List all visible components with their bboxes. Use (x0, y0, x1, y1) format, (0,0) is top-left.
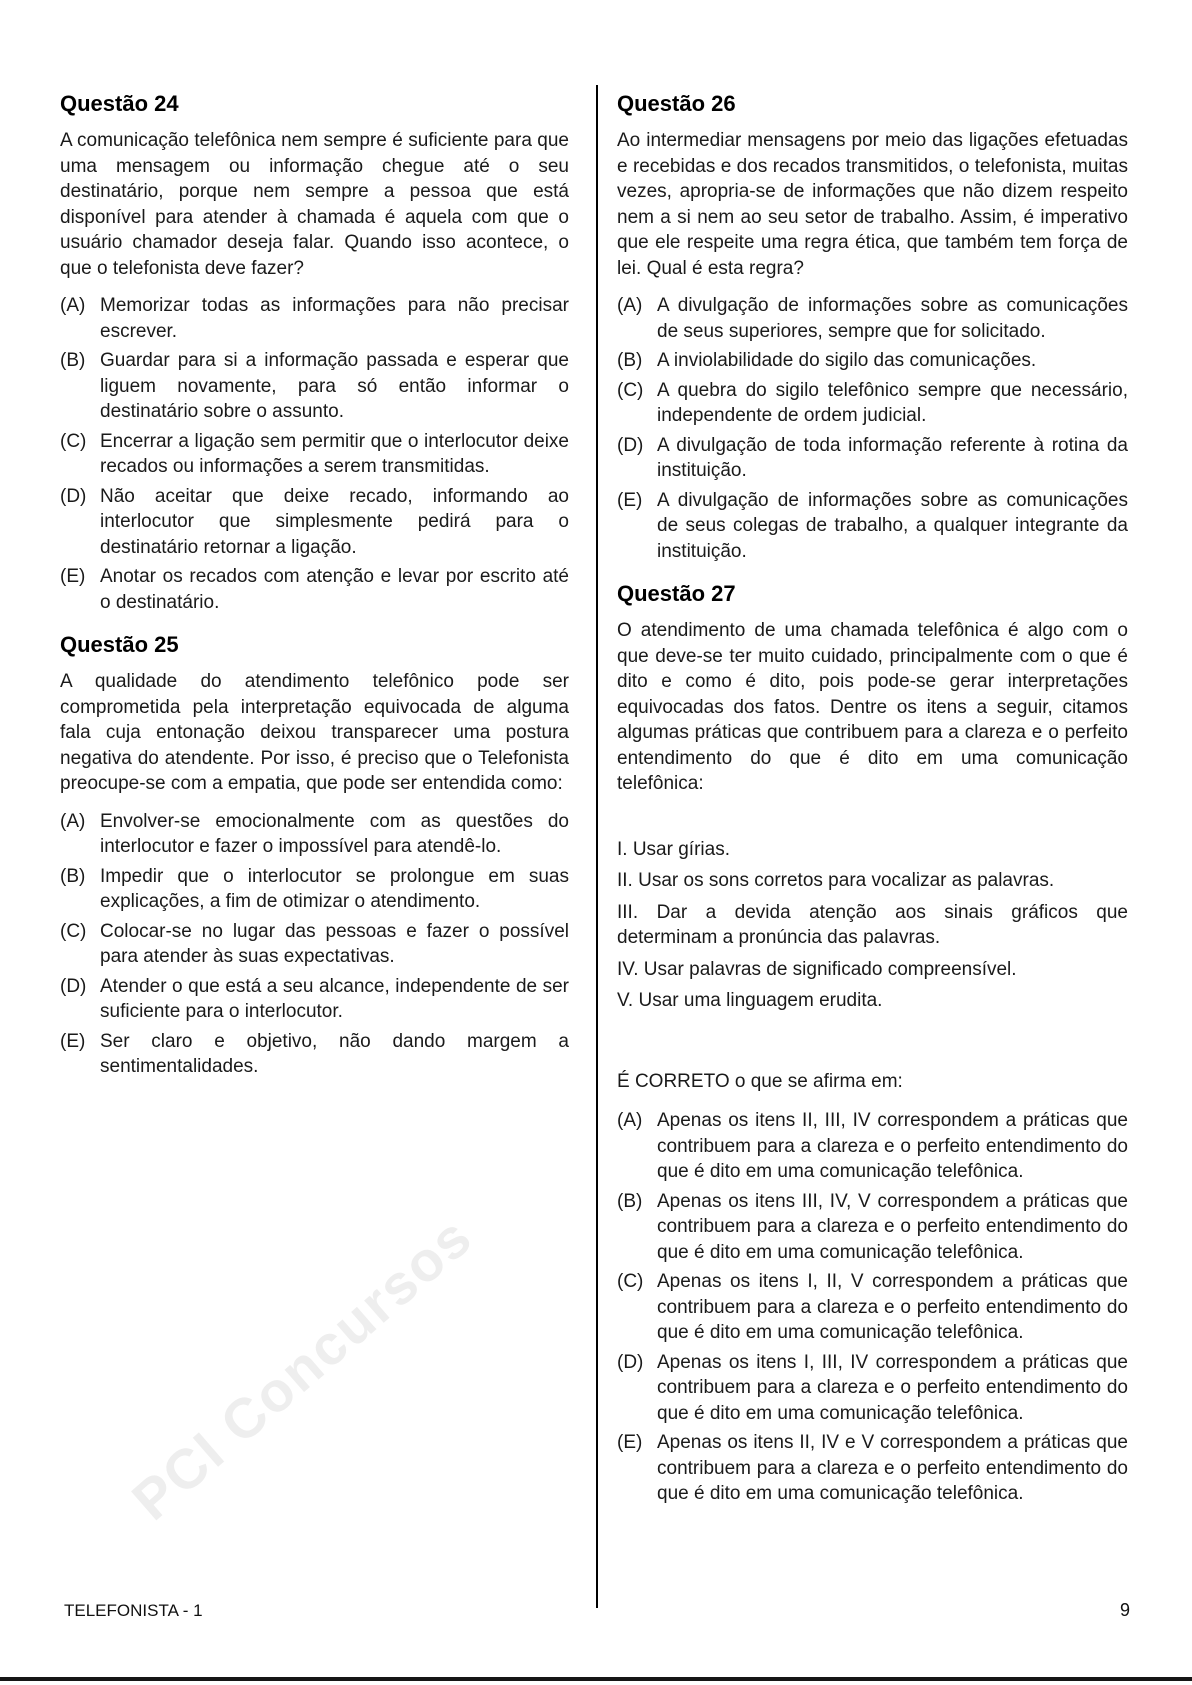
option-text: A inviolabilidade do sigilo das comunicações. (657, 350, 1037, 371)
option-letter: (A) (617, 295, 643, 316)
option-row (617, 1189, 1128, 1266)
page-number: 9 (1119, 1600, 1130, 1620)
option-letter: (E) (60, 1030, 86, 1052)
option-text: A divulgação de informações sobre as comunicações de seus colegas de trabalho, a qualquer integrante da instituição. (657, 489, 1128, 562)
option-text: Não aceitar que deixe recado, informando ao interlocutor que simplesmente pedirá para o destinatário retornar a ligação. (100, 485, 569, 558)
option-text: Apenas os itens II, IV e V correspondem a práticas que contribuem para a clareza e o perfeito entendimento do que é dito em uma comunicação telefônica. (657, 1432, 1128, 1504)
option-letter: (C) (617, 379, 644, 401)
option-row (60, 564, 569, 615)
option-row (60, 429, 569, 480)
watermark: PCI Concursos (120, 1204, 484, 1532)
question-24 (60, 92, 569, 615)
question-heading: Questão 27 (617, 581, 736, 606)
bottom-scan-line (0, 1677, 1192, 1681)
option-letter: (E) (60, 566, 86, 587)
item-row: IV. Usar palavras de significado compreensível. (617, 958, 1017, 980)
option-row (617, 1269, 1128, 1346)
option-row (60, 293, 569, 344)
question-intro: A comunicação telefônica nem sempre é suficiente para que uma mensagem ou informação chegue até o seu destinatário, porque nem sempre a pessoa que está disponível para atender à chamada é aquela com que o usuário chamador deseja falar. Quando isso acontece, o que o telefonista deve fazer? (60, 130, 569, 279)
option-row (60, 1029, 569, 1080)
option-letter: (A) (617, 1110, 643, 1131)
item-row: II. Usar os sons corretos para vocalizar as palavras. (617, 870, 1055, 891)
option-row (60, 974, 569, 1025)
option-row (60, 484, 569, 561)
option-row (617, 348, 1128, 374)
item-row: I. Usar gírias. (617, 838, 730, 860)
option-letter: (C) (617, 1271, 644, 1292)
right-column (617, 78, 1128, 1511)
option-letter: (E) (617, 1432, 643, 1453)
options-list (60, 293, 569, 615)
item-row: III. Dar a devida atenção aos sinais gráficos que determinam a pronúncia das palavras. (617, 901, 1128, 948)
option-row (60, 919, 569, 970)
option-letter: (A) (60, 295, 86, 316)
option-letter: (D) (617, 1351, 644, 1373)
option-letter: (D) (60, 485, 87, 507)
option-letter: (D) (617, 434, 644, 456)
option-text: A quebra do sigilo telefônico sempre que necessário, independente de ordem judicial. (657, 379, 1128, 426)
items-list (617, 837, 1128, 1014)
option-text: Apenas os itens III, IV, V correspondem a práticas que contribuem para a clareza e o perfeito entendimento do que é dito em uma comunicação telefônica. (657, 1190, 1128, 1263)
option-text: Envolver-se emocionalmente com as questões do interlocutor e fazer o impossível para atendê-lo. (100, 810, 569, 857)
option-letter: (A) (60, 810, 86, 832)
option-letter: (E) (617, 489, 643, 511)
footer-exam-label: TELEFONISTA - 1 (64, 1601, 203, 1620)
question-heading: Questão 24 (60, 91, 179, 116)
option-text: A divulgação de toda informação referente à rotina da instituição. (657, 434, 1128, 481)
option-text: Guardar para si a informação passada e esperar que liguem novamente, para só então informar o destinatário sobre o assunto. (100, 350, 569, 422)
option-letter: (B) (60, 350, 86, 371)
option-row (617, 433, 1128, 484)
option-text: Apenas os itens I, II, V correspondem a práticas que contribuem para a clareza e o perfeito entendimento do que é dito em uma comunicação telefônica. (657, 1271, 1128, 1343)
option-letter: (B) (617, 1190, 643, 1212)
option-text: Ser claro e objetivo, não dando margem a sentimentalidades. (100, 1030, 569, 1077)
option-text: Encerrar a ligação sem permitir que o interlocutor deixe recados ou informações a serem transmitidas. (100, 430, 569, 477)
option-text: Impedir que o interlocutor se prolongue em suas explicações, a fim de otimizar o atendimento. (100, 865, 569, 912)
question-stem: É CORRETO o que se afirma em: (617, 1070, 903, 1092)
question-heading: Questão 26 (617, 91, 736, 116)
question-26 (617, 92, 1128, 564)
option-row (617, 1430, 1128, 1507)
question-25 (60, 633, 569, 1080)
option-row (617, 488, 1128, 565)
column-divider (596, 85, 598, 1608)
question-intro: A qualidade do atendimento telefônico pode ser comprometida pela interpretação equivocada de alguma fala cuja entonação deixou transparecer uma postura negativa do atendente. Por isso, é preciso que o Telefonista preocupe-se com a empatia, que pode ser entendida como: (60, 671, 569, 794)
left-column (60, 78, 569, 1084)
option-row (617, 378, 1128, 429)
option-row (60, 809, 569, 860)
option-text: Atender o que está a seu alcance, independente de ser suficiente para o interlocutor. (100, 975, 569, 1022)
option-letter: (B) (60, 865, 86, 887)
option-letter: (B) (617, 350, 643, 371)
question-heading: Questão 25 (60, 632, 179, 657)
option-row (617, 1108, 1128, 1185)
option-text: A divulgação de informações sobre as comunicações de seus superiores, sempre que for solicitado. (657, 295, 1128, 342)
option-text: Memorizar todas as informações para não precisar escrever. (100, 295, 569, 342)
option-row (617, 293, 1128, 344)
options-list (60, 809, 569, 1080)
option-row (60, 348, 569, 425)
option-letter: (C) (60, 920, 87, 942)
question-intro: Ao intermediar mensagens por meio das ligações efetuadas e recebidas e dos recados transmitidos, o telefonista, muitas vezes, apropria-se de informações que não dizem respeito nem a si nem ao seu setor de trabalho. Assim, é imperativo que ele respeite uma regra ética, que também tem força de lei. Qual é esta regra? (617, 130, 1128, 279)
option-letter: (C) (60, 430, 87, 452)
option-text: Colocar-se no lugar das pessoas e fazer o possível para atender às suas expectativas. (100, 920, 569, 967)
question-intro: O atendimento de uma chamada telefônica é algo com o que deve-se ter muito cuidado, principalmente com o que é dito e como é dito, pois pode-se gerar interpretações equivocadas dos fatos. Dentre os itens a seguir, citamos algumas práticas que contribuem para a clareza e o perfeito entendimento do que é dito em uma comunicação telefônica: (617, 620, 1128, 794)
item-row: V. Usar uma linguagem erudita. (617, 990, 883, 1011)
options-list (617, 1108, 1128, 1507)
option-letter: (D) (60, 975, 87, 997)
option-row (60, 864, 569, 915)
option-text: Apenas os itens I, III, IV correspondem a práticas que contribuem para a clareza e o perfeito entendimento do que é dito em uma comunicação telefônica. (657, 1351, 1128, 1424)
question-27 (617, 582, 1128, 1507)
option-row (617, 1350, 1128, 1427)
option-text: Anotar os recados com atenção e levar por escrito até o destinatário. (100, 566, 569, 613)
options-list (617, 293, 1128, 564)
option-text: Apenas os itens II, III, IV correspondem a práticas que contribuem para a clareza e o perfeito entendimento do que é dito em uma comunicação telefônica. (657, 1110, 1128, 1182)
